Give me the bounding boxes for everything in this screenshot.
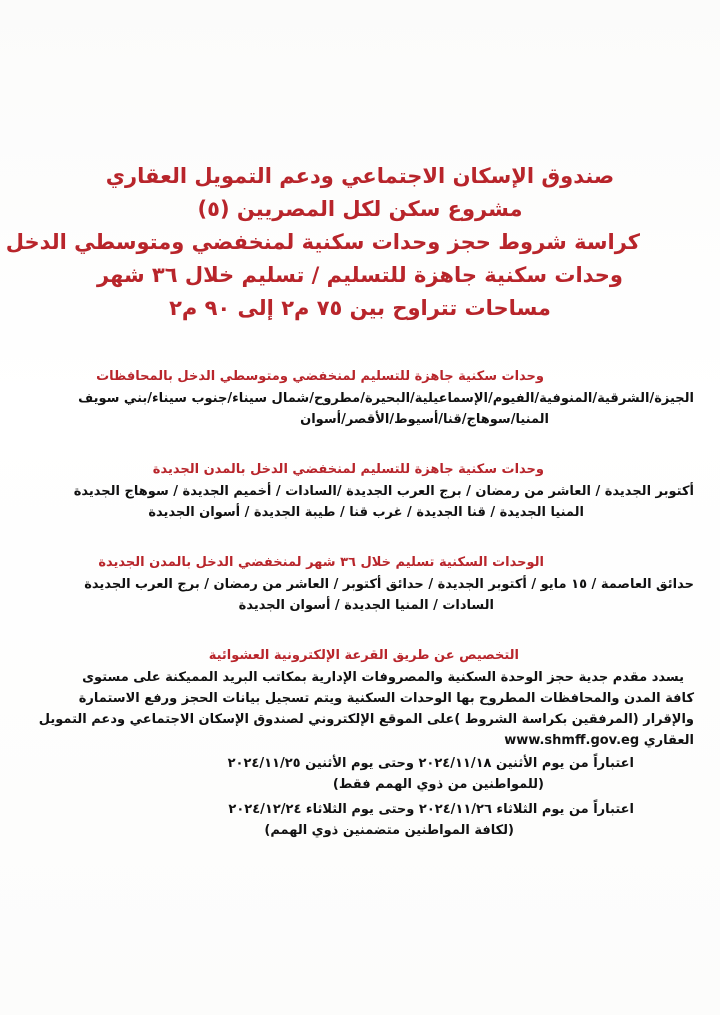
section-governorates xyxy=(18,366,694,430)
section-text: يسدد مقدم جدية حجز الوحدة السكنية والمصروفات الإدارية بمكاتب البريد المميكنة على مستوى xyxy=(82,670,684,685)
section-text: المنيا الجديدة / قنا الجديدة / غرب قنا / طيبة الجديدة / أسوان الجديدة xyxy=(148,505,584,520)
period-2-dates: اعتباراً من يوم الثلاثاء ٢٠٢٤/١١/٢٦ وحتى يوم الثلاثاء ٢٠٢٤/١٢/٢٤ xyxy=(228,802,634,817)
section-text: والإقرار (المرفقين بكراسة الشروط )على الموقع الإلكتروني لصندوق الإسكان الاجتماعي ودعم التمويل xyxy=(38,712,694,727)
section-title: التخصيص عن طريق القرعة الإلكترونية العشوائية xyxy=(208,648,519,663)
period-1-dates: اعتباراً من يوم الأثنين ٢٠٢٤/١١/١٨ وحتى يوم الأثنين ٢٠٢٤/١١/٢٥ xyxy=(227,756,634,771)
header-booklet: كراسة شروط حجز وحدات سكنية لمنخفضي ومتوسطي الدخل xyxy=(5,230,640,254)
section-new-cities-36-months xyxy=(18,552,694,616)
header-project: مشروع سكن لكل المصريين (٥) xyxy=(197,197,523,221)
section-allocation xyxy=(18,645,694,841)
section-text: كافة المدن والمحافظات المطروح بها الوحدات السكنية ويتم تسجيل بيانات الحجز ورفع الاستمارة xyxy=(78,691,694,706)
section-text: العقاري xyxy=(643,733,694,748)
section-title: وحدات سكنية جاهزة للتسليم لمنخفضي ومتوسطي الدخل بالمحافظات xyxy=(96,369,544,384)
section-text-url-line xyxy=(18,730,694,751)
website-link[interactable]: www.shmff.gov.eg xyxy=(504,733,640,748)
section-title: الوحدات السكنية تسليم خلال ٣٦ شهر لمنخفضي الدخل بالمدن الجديدة xyxy=(98,555,544,570)
section-text: الجيزة/الشرقية/المنوفية/الفيوم/الإسماعيلية/البحيرة/مطروح/شمال سيناء/جنوب سيناء/بني سويف xyxy=(78,391,694,406)
section-new-cities-ready xyxy=(18,459,694,523)
section-title: وحدات سكنية جاهزة للتسليم لمنخفضي الدخل بالمدن الجديدة xyxy=(152,462,544,477)
header-title: صندوق الإسكان الاجتماعي ودعم التمويل العقاري xyxy=(105,164,615,188)
section-text: السادات / المنيا الجديدة / أسوان الجديدة xyxy=(238,598,494,613)
section-text: حدائق العاصمة / ١٥ مايو / أكتوبر الجديدة / حدائق أكتوبر / العاشر من رمضان / برج العرب الجديدة xyxy=(84,577,694,592)
section-text: المنيا/سوهاج/قنا/أسيوط/الأقصر/أسوان xyxy=(300,412,549,427)
period-1-note: (للمواطنين من ذوي الهمم فقط) xyxy=(332,777,544,792)
header-areas: مساحات تتراوح بين ٧٥ م٢ إلى ٩٠ م٢ xyxy=(169,296,551,320)
period-2-note: (لكافة المواطنين متضمنين ذوي الهمم) xyxy=(264,823,514,838)
header-delivery: وحدات سكنية جاهزة للتسليم / تسليم خلال ٣٦ شهر xyxy=(97,263,623,287)
section-text: أكتوبر الجديدة / العاشر من رمضان / برج العرب الجديدة /السادات / أخميم الجديدة / سوهاج الجديدة xyxy=(73,484,694,499)
document-header xyxy=(5,160,640,325)
